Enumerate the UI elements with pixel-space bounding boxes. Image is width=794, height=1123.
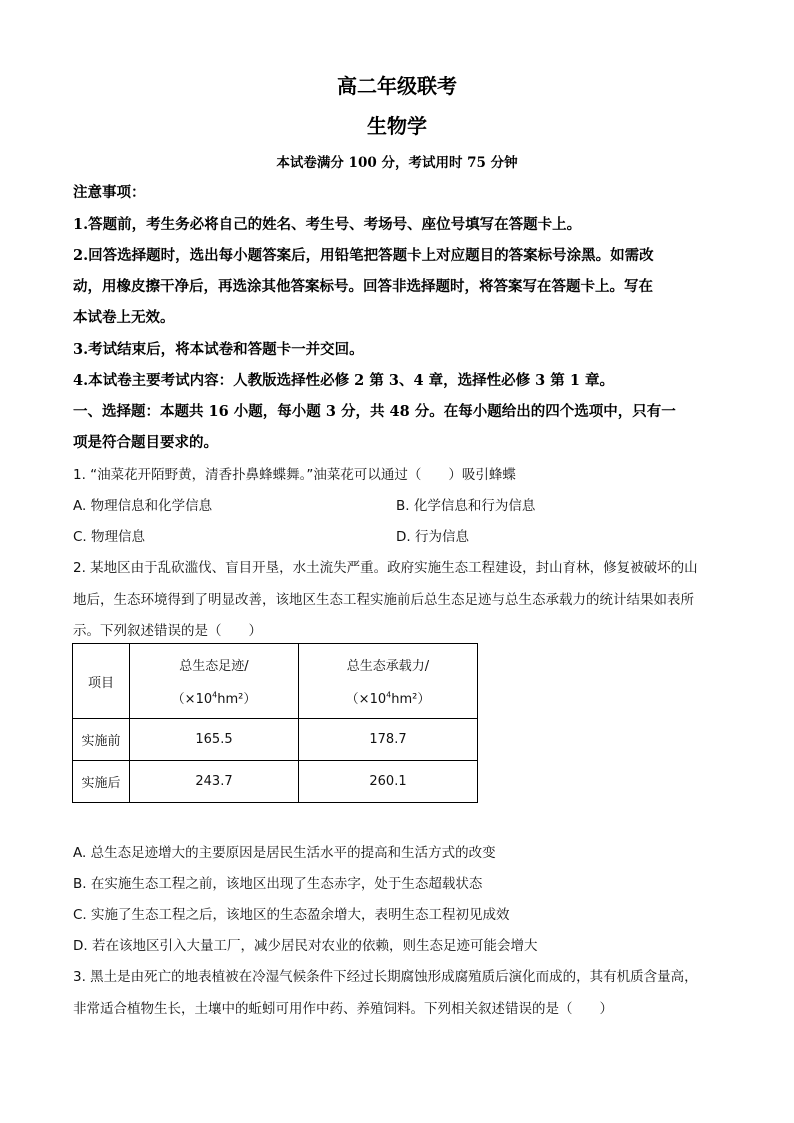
note-item-2-line-1: 2.回答选择题时，选出每小题答案后，用铅笔把答题卡上对应题目的答案标号涂黑。如需改 [73,247,654,264]
q1-option-c: C. 物理信息 [73,529,146,545]
row-capacity: 178.7 [299,719,478,761]
row-footprint: 243.7 [130,761,299,803]
row-label: 实施前 [73,719,130,761]
q2-option-c: C. 实施了生态工程之后，该地区的生态盈余增大，表明生态工程初见成效 [73,907,510,923]
row-capacity: 260.1 [299,761,478,803]
row-footprint: 165.5 [130,719,299,761]
table-header-row [73,644,478,719]
q1-option-d: D. 行为信息 [396,529,469,545]
q2-option-b: B. 在实施生态工程之前，该地区出现了生态赤字，处于生态超载状态 [73,876,483,892]
q3-stem-line-1: 3. 黑土是由死亡的地表植被在冷湿气候条件下经过长期腐蚀形成腐殖质后演化而成的，其有机质含量高， [73,969,698,985]
q2-stem-line-3: 示。下列叙述错误的是（ ） [73,623,262,639]
note-item-2-line-3: 本试卷上无效。 [73,309,175,326]
row-label: 实施后 [73,761,130,803]
q2-stem-line-1: 2. 某地区由于乱砍滥伐、盲目开垦，水土流失严重。政府实施生态工程建设，封山育林，修复被破坏的山 [73,560,698,576]
q1-stem: 1. “油菜花开陌野黄，清香扑鼻蜂蝶舞。”油菜花可以通过（ ）吸引蜂蝶 [73,467,516,483]
q2-option-d: D. 若在该地区引入大量工厂，减少居民对农业的依赖，则生态足迹可能会增大 [73,938,538,954]
q1-option-a: A. 物理信息和化学信息 [73,498,213,514]
exam-title: 高二年级联考 [337,74,457,98]
section-heading-line-1: 一、选择题：本题共 16 小题，每小题 3 分，共 48 分。在每小题给出的四个选项中，只有一 [73,403,676,420]
header-capacity-unit: $(\times 10^4hm^2)$ [345,690,431,707]
header-capacity [299,644,478,719]
q2-stem-line-2: 地后，生态环境得到了明显改善，该地区生态工程实施前后总生态足迹与总生态承载力的统计结果如表所 [73,592,694,608]
q1-option-b: B. 化学信息和行为信息 [396,498,536,514]
notes-heading: 注意事项： [73,184,146,201]
note-item-3: 3.考试结束后，将本试卷和答题卡一并交回。 [73,341,364,358]
note-item-1: 1.答题前，考生务必将自己的姓名、考生号、考场号、座位号填写在答题卡上。 [73,216,582,233]
ecological-footprint-table [72,643,478,803]
exam-info: 本试卷满分 100 分，考试用时 75 分钟 [276,155,518,171]
header-footprint-unit: $(\times 10^4hm^2)$ [171,690,257,707]
header-capacity-label: 总生态承载力/ [346,659,430,674]
note-item-2-line-2: 动，用橡皮擦干净后，再选涂其他答案标号。回答非选择题时，将答案写在答题卡上。写在 [73,278,653,295]
header-item: 项目 [73,644,130,719]
header-footprint-label: 总生态足迹/ [179,659,249,674]
section-heading-line-2: 项是符合题目要求的。 [73,434,218,451]
q2-option-a: A. 总生态足迹增大的主要原因是居民生活水平的提高和生活方式的改变 [73,845,496,861]
q3-stem-line-2: 非常适合植物生长，土壤中的蚯蚓可用作中药、养殖饲料。下列相关叙述错误的是（ ） [73,1001,613,1017]
table-row [73,719,478,761]
header-footprint [130,644,299,719]
subject-title: 生物学 [367,114,427,138]
note-item-4: 4.本试卷主要考试内容：人教版选择性必修 2 第 3、4 章，选择性必修 3 第 1 章。 [73,372,614,389]
table-row [73,761,478,803]
